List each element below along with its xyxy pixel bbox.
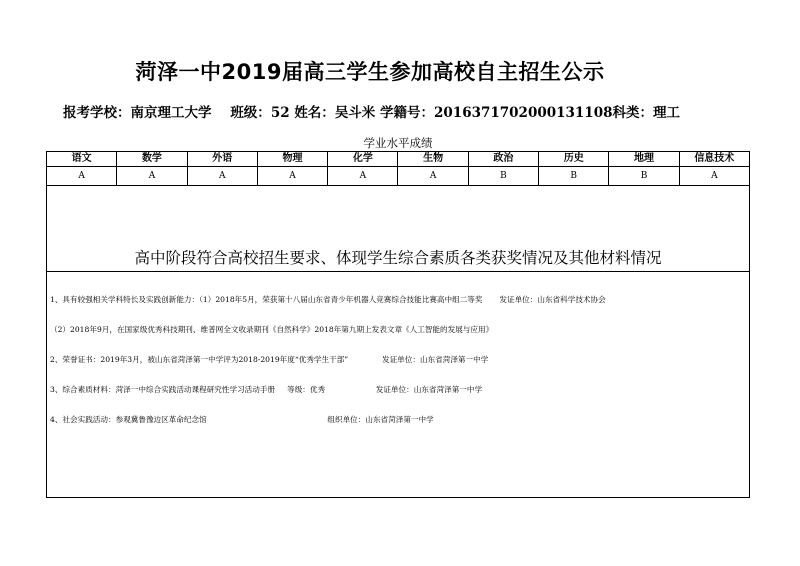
subject-header: 化学 xyxy=(328,152,398,166)
student-info-line xyxy=(63,101,763,121)
school-label: 报考学校： xyxy=(63,105,131,121)
subject-header: 语文 xyxy=(47,152,117,166)
grade-cell: B xyxy=(609,167,679,185)
student-id-label: 学籍号： xyxy=(380,105,435,121)
subject-header: 物理 xyxy=(258,152,328,166)
track-label: 8科类： xyxy=(603,105,654,121)
awards-list xyxy=(47,275,749,445)
class-label: 班级： xyxy=(230,105,271,121)
subject-header: 外语 xyxy=(188,152,258,166)
grade-cell: A xyxy=(328,167,398,185)
award-line: （2）2018年9月，在国家级优秀科技期刊、维普网全文收录期刊《自然科学》2018年第九期上发表文章《人工智能的发展与应用》 xyxy=(50,325,494,334)
school-value: 南京理工大学 xyxy=(130,105,212,121)
name-label: 姓名： xyxy=(294,105,335,121)
grade-cell: A xyxy=(47,167,117,185)
page-title: 菏泽一中2019届高三学生参加高校自主招生公示 xyxy=(135,60,605,84)
grade-cell: A xyxy=(711,171,718,181)
track-value: 理工 xyxy=(653,105,681,121)
award-line: 4、社会实践活动：参观冀鲁豫边区革命纪念馆 组织单位：山东省菏泽第一中学 xyxy=(50,415,434,424)
award-line: 1、具有较强相关学科特长及实践创新能力：（1）2018年5月，荣获第十八届山东省青少年机器人竞赛综合技能比赛高中组二等奖 发证单位：山东省科学技术协会 xyxy=(50,295,606,304)
award-line: 3、综合素质材料：菏泽一中综合实践活动课程研究性学习活动手册 等级：优秀 发证单位：山东省菏泽第一中学 xyxy=(50,385,483,394)
grade-cell: B xyxy=(539,167,609,185)
grade-cell: B xyxy=(469,167,539,185)
scores-caption: 学业水平成绩 xyxy=(363,136,433,150)
record-table xyxy=(46,136,750,498)
grade-cell: A xyxy=(398,167,468,185)
grade-cell: A xyxy=(258,167,328,185)
subject-header: 政治 xyxy=(469,152,539,166)
grade-row xyxy=(47,167,749,186)
grade-cell: A xyxy=(117,167,187,185)
subject-header: 数学 xyxy=(117,152,187,166)
awards-heading: 高中阶段符合高校招生要求、体现学生综合素质各类获奖情况及其他材料情况 xyxy=(47,245,749,272)
subject-header: 信息技术 xyxy=(694,153,735,164)
record-grid xyxy=(46,151,750,498)
name-value: 吴斗米 xyxy=(334,105,376,121)
grade-cell: A xyxy=(188,167,258,185)
subject-header-row xyxy=(47,152,749,167)
subject-header: 历史 xyxy=(539,152,609,166)
student-id-value: 201637170200013110 xyxy=(434,105,604,121)
subject-header: 生物 xyxy=(398,152,468,166)
class-value: 52 xyxy=(270,105,290,121)
award-line: 2、荣誉证书：2019年3月，被山东省菏泽第一中学评为2018-2019年度“优秀学生干部” 发证单位：山东省菏泽第一中学 xyxy=(50,355,489,364)
subject-header: 地理 xyxy=(609,152,679,166)
